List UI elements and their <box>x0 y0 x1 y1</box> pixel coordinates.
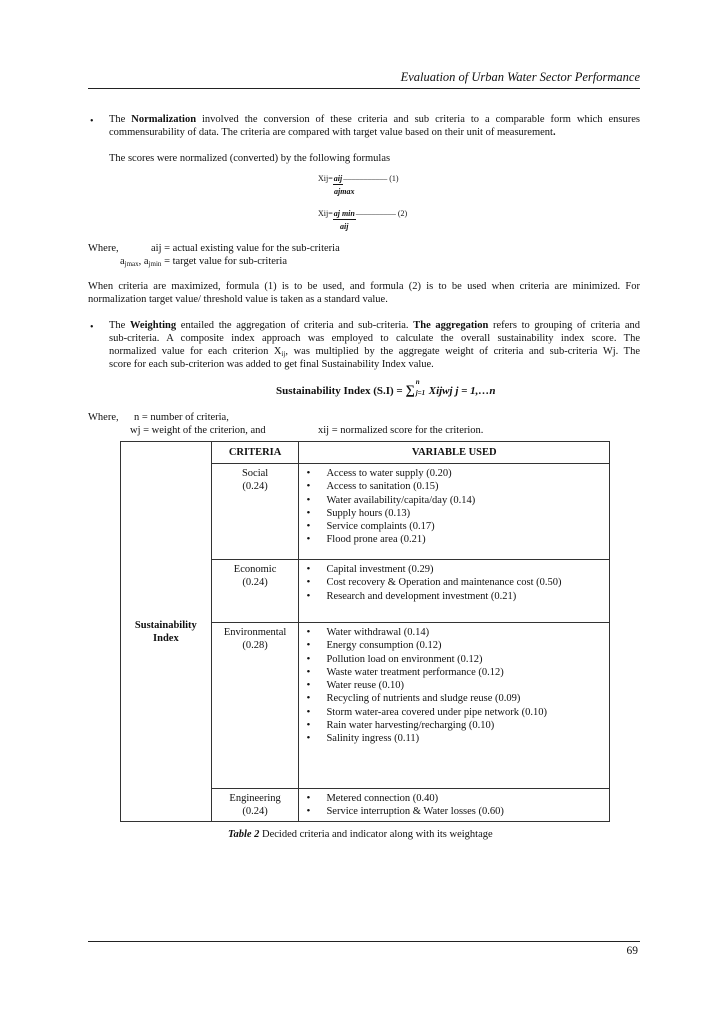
list-item: • Research and development investment (0.21) <box>299 590 609 603</box>
list-item: • Service complaints (0.17) <box>299 520 609 533</box>
target-definition: $a_{jmax}$, $a_{jmin}$ = target value for sub-criteria <box>120 256 287 268</box>
list-item: • Cost recovery & Operation and maintenance cost (0.50) <box>299 576 609 589</box>
criteria-column-header: CRITERIA <box>211 442 299 464</box>
criterion-engineering: Engineering (0.24) <box>211 789 299 822</box>
footer-rule <box>88 941 640 942</box>
list-item: • Rain water harvesting/recharging (0.10) <box>299 719 609 732</box>
list-item: • Recycling of nutrients and sludge reuse (0.09) <box>299 692 609 705</box>
criterion-economic: Economic (0.24) <box>211 560 299 623</box>
weighting-line-3: normalized value for each criterion $X_{ij}$, was multiplied by the aggregate weight of criteria and sub-criteria Wj. The <box>109 346 641 358</box>
criteria-table <box>120 441 610 822</box>
list-item: • Service interruption & Water losses (0.60) <box>299 805 609 818</box>
where-label-2: Where, <box>88 412 119 423</box>
wj-definition: wj = weight of the criterion, and <box>130 425 266 436</box>
formula-2: Xij=aj min–––––––––– (2) <box>318 209 408 218</box>
bullet-weighting: • <box>90 322 94 333</box>
list-item: • Storm water-area covered under pipe network (0.10) <box>299 706 609 719</box>
xij-definition: xij = normalized score for the criterion. <box>318 425 484 436</box>
variables-economic <box>299 560 610 623</box>
criterion-environmental: Environmental (0.28) <box>211 623 299 789</box>
running-title: Evaluation of Urban Water Sector Performance <box>400 70 640 84</box>
normalization-term: Normalization <box>131 114 197 125</box>
list-item: • Supply hours (0.13) <box>299 507 609 520</box>
sustainability-index-formula: Sustainability Index (S.I) = ∑ n j=1 Xijwj j = 1,…n <box>276 378 496 397</box>
normalization-line-1: The Normalization involved the conversion of these criteria and sub criteria to a comparable form which ensures <box>109 114 641 125</box>
explanation-line-2: normalization target value/ threshold value is taken as a standard value. <box>88 294 388 305</box>
formula-1-denominator: ajmax <box>334 187 355 196</box>
criterion-social: Social (0.24) <box>211 464 299 560</box>
variables-environmental <box>299 623 610 789</box>
explanation-line-1: When criteria are maximized, formula (1) is to be used, and formula (2) is to be used when criteria are minimized. For <box>88 281 640 292</box>
weighting-term: Weighting <box>130 320 177 331</box>
where-label-1: Where, <box>88 243 119 254</box>
list-item: • Energy consumption (0.12) <box>299 639 609 652</box>
list-item: • Flood prone area (0.21) <box>299 533 609 546</box>
aij-definition: aij = actual existing value for the sub-criteria <box>151 243 340 254</box>
variables-social <box>299 464 610 560</box>
list-item: • Salinity ingress (0.11) <box>299 732 609 745</box>
list-item: • Capital investment (0.29) <box>299 563 609 576</box>
variables-engineering <box>299 789 610 822</box>
list-item: • Access to water supply (0.20) <box>299 467 609 480</box>
formula-2-numerator: aj min <box>333 209 355 218</box>
formula-1-numerator: aij <box>333 174 343 183</box>
formula-2-denominator: aij <box>340 222 349 231</box>
aggregation-term: The aggregation <box>413 320 489 331</box>
sustainability-index-cell: Sustainability Index <box>121 442 212 822</box>
page-number: 69 <box>626 945 638 957</box>
variable-column-header: VARIABLE USED <box>299 442 610 464</box>
list-item: • Water availability/capita/day (0.14) <box>299 494 609 507</box>
weighting-line-4: score for each sub-criterion was added to get final Sustainability Index value. <box>109 359 434 370</box>
list-item: • Access to sanitation (0.15) <box>299 480 609 493</box>
list-item: • Water reuse (0.10) <box>299 679 609 692</box>
n-definition: n = number of criteria, <box>134 412 229 423</box>
header-rule <box>88 88 640 89</box>
normalization-line-2: commensurability of data. The criteria are compared with target value based on their unit of measurement. <box>109 127 556 138</box>
bullet-normalization: • <box>90 116 94 127</box>
weighting-line-1: The Weighting entailed the aggregation of criteria and sub-criteria. The aggregation refers to grouping of criteria and <box>109 320 641 331</box>
list-item: • Water withdrawal (0.14) <box>299 626 609 639</box>
list-item: • Metered connection (0.40) <box>299 792 609 805</box>
list-item: • Waste water treatment performance (0.12) <box>299 666 609 679</box>
table-caption: Table 2 Decided criteria and indicator along with its weightage <box>228 829 493 840</box>
list-item: • Pollution load on environment (0.12) <box>299 653 609 666</box>
weighting-line-2: sub-criteria. A composite index approach was employed to calculate the overall sustainability index score. The <box>109 333 640 344</box>
formula-1: Xij=aij––––––––––– (1) <box>318 174 399 183</box>
normalization-intro: The scores were normalized (converted) by the following formulas <box>109 153 391 164</box>
